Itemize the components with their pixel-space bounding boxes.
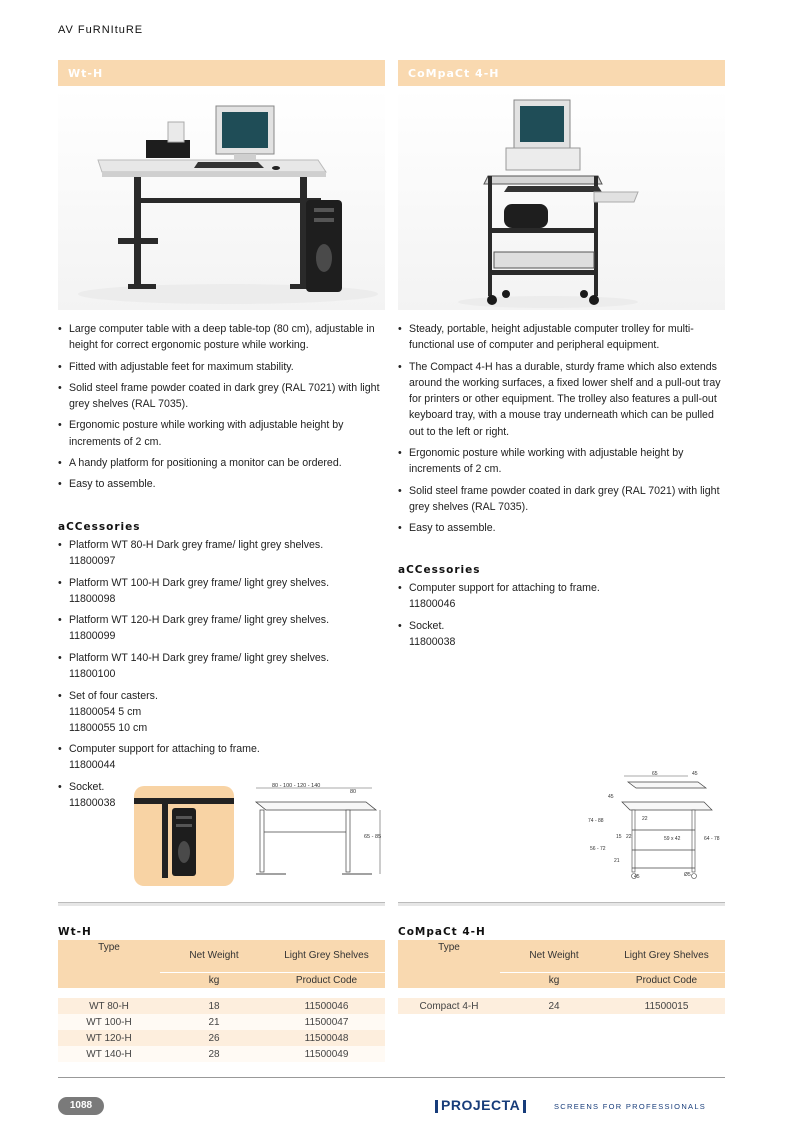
wt-h-features (58, 321, 385, 498)
wt-h-accessories (58, 537, 358, 817)
dim-mid2: 22 (626, 834, 632, 840)
compact-4h-accessories-title: aCCessories (398, 564, 481, 576)
brand-logo: PROJECTA (432, 1097, 529, 1113)
col-weight: Net Weight (500, 940, 608, 972)
brand-tagline: SCREENS FOR PROFESSIONALS (554, 1102, 707, 1111)
wt-h-accessories-title: aCCessories (58, 521, 141, 533)
feature-item: • Large computer table with a deep table-top (80 cm), adjustable in height for correct ergonomic posture while working. (58, 321, 385, 354)
table-row: WT 100-H 21 11500047 (58, 1014, 385, 1030)
dim-depth: 80 (350, 789, 357, 795)
compact-4h-table-title: CoMpaCt 4-H (398, 926, 486, 938)
wt-h-photo (58, 88, 385, 310)
table-divider-right (398, 902, 725, 906)
feature-item: • Easy to assemble. (58, 476, 385, 492)
feature-item: • Solid steel frame powder coated in dark grey (RAL 7021) with light grey shelves (RAL 7035). (58, 380, 385, 413)
table-row: WT 140-H 28 11500049 (58, 1046, 385, 1062)
col-type: Type (398, 940, 500, 988)
dim-side-height: 64 - 78 (704, 836, 720, 842)
accessory-item: • Platform WT 80-H Dark grey frame/ light grey shelves. 11800097 (58, 537, 358, 569)
table-row: WT 80-H 18 11500046 (58, 998, 385, 1014)
wt-h-header: Wt-H (58, 60, 385, 86)
compact-4h-features (398, 321, 725, 542)
accessory-item: • Socket. 11800038 (398, 618, 698, 650)
footer-divider (58, 1077, 725, 1078)
col-kg: kg (500, 972, 608, 988)
dim-caster: Ø5 (684, 872, 691, 878)
dim-height-upper: 74 - 88 (588, 818, 604, 824)
col-shelves: Light Grey Shelves (608, 940, 725, 972)
table-row: WT 120-H 26 11500048 (58, 1030, 385, 1046)
dim-top-width: 65 (652, 771, 658, 777)
col-code: Product Code (608, 972, 725, 988)
accessory-item: • Computer support for attaching to frame. 11800046 (398, 580, 698, 612)
accessory-item: • Platform WT 100-H Dark grey frame/ light grey shelves. 11800098 (58, 575, 358, 607)
feature-item: • Fitted with adjustable feet for maximum stability. (58, 359, 385, 375)
dim-depth: 45 (608, 794, 614, 800)
dim-bottom: 21 (614, 858, 620, 864)
compact-4h-spec-table (398, 940, 725, 1014)
feature-item: • Easy to assemble. (398, 520, 725, 536)
accessory-item: • Platform WT 120-H Dark grey frame/ light grey shelves. 11800099 (58, 612, 358, 644)
compact-4h-photo (398, 88, 725, 310)
compact-4h-header: CoMpaCt 4-H (398, 60, 725, 86)
feature-item: • Solid steel frame powder coated in dark grey (RAL 7021) with light grey shelves (RAL 7035). (398, 483, 725, 516)
wt-h-spec-table (58, 940, 385, 1062)
feature-item: • A handy platform for positioning a monitor can be ordered. (58, 455, 385, 471)
dim-base: 45 (634, 874, 640, 880)
col-type: Type (58, 940, 160, 988)
table-row: Compact 4-H 24 11500015 (398, 998, 725, 1014)
dim-height-lower: 56 - 72 (590, 846, 606, 852)
col-kg: kg (160, 972, 268, 988)
section-title: AV FuRNItuRE (58, 24, 144, 36)
wt-h-table-title: Wt-H (58, 926, 92, 938)
page-number: 1088 (58, 1097, 104, 1115)
dim-width: 80 - 100 - 120 - 140 (272, 783, 321, 789)
table-divider-left (58, 902, 385, 906)
feature-item: • Ergonomic posture while working with adjustable height by increments of 2 cm. (58, 417, 385, 450)
dim-mid1: 15 (616, 834, 622, 840)
compact-4h-accessories (398, 580, 698, 655)
feature-item: • The Compact 4-H has a durable, sturdy frame which also extends around the working surfaces, a fixed lower shelf and a pull-out tray for printers or other equipment. The trolley also features a pull-out keyboard tray, with a mouse tray underneath which can be pulled out to the left or right. (398, 359, 725, 440)
socket-photo (134, 786, 234, 886)
feature-item: • Ergonomic posture while working with adjustable height by increments of 2 cm. (398, 445, 725, 478)
wt-h-dimension-drawing (246, 780, 386, 890)
col-code: Product Code (268, 972, 385, 988)
dim-inner: 59 x 42 (664, 836, 681, 842)
feature-item: • Steady, portable, height adjustable computer trolley for multi-functional use of computer and peripheral equipment. (398, 321, 725, 354)
dim-side-tray: 22 (642, 816, 648, 822)
accessory-item: • Computer support for attaching to frame. 11800044 (58, 741, 358, 773)
accessory-item: • Set of four casters. 11800054 5 cm 11800055 10 cm (58, 688, 358, 736)
col-shelves: Light Grey Shelves (268, 940, 385, 972)
col-weight: Net Weight (160, 940, 268, 972)
accessory-item: • Socket. 11800038 (58, 779, 358, 811)
dim-height: 65 - 85 (364, 834, 382, 840)
dim-top-right: 45 (692, 771, 698, 777)
compact-4h-dimension-drawing (588, 768, 726, 888)
accessory-item: • Platform WT 140-H Dark grey frame/ light grey shelves. 11800100 (58, 650, 358, 682)
